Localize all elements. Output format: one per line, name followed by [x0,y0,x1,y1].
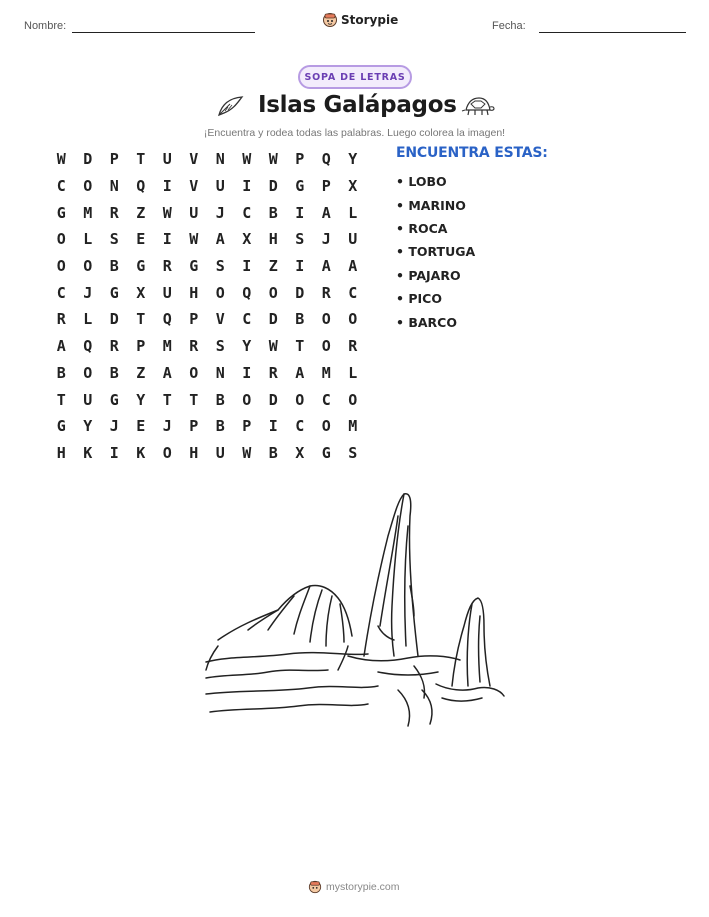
grid-letter[interactable]: J [83,283,93,302]
grid-letter[interactable]: Z [268,257,278,276]
grid-letter[interactable]: O [242,390,252,409]
grid-letter[interactable]: T [136,310,146,329]
word-list-item: • PICO [396,291,442,307]
grid-letter[interactable]: W [189,230,199,249]
grid-letter[interactable]: W [268,150,278,169]
grid-letter[interactable]: R [348,337,358,356]
name-label: Nombre: [24,20,67,32]
grid-letter[interactable]: Y [83,417,93,436]
grid-letter[interactable]: P [109,150,119,169]
word-list-item: • ROCA [396,220,448,236]
grid-letter[interactable]: B [295,310,305,329]
grid-letter[interactable]: J [109,417,119,436]
grid-letter[interactable]: U [348,230,358,249]
grid-letter[interactable]: T [189,390,199,409]
grid-letter[interactable]: V [215,310,225,329]
grid-letter[interactable]: G [189,257,199,276]
grid-letter[interactable]: M [162,337,172,356]
grid-letter[interactable]: G [321,443,331,462]
grid-letter[interactable]: O [162,443,172,462]
grid-letter[interactable]: N [215,363,225,382]
grid-letter[interactable]: Q [321,150,331,169]
grid-letter[interactable]: N [109,177,119,196]
grid-letter[interactable]: D [295,283,305,302]
grid-letter[interactable]: B [268,443,278,462]
grid-letter[interactable]: Q [83,337,93,356]
word-list-item: • PAJARO [396,267,461,283]
grid-letter[interactable]: W [242,150,252,169]
grid-letter[interactable]: G [109,283,119,302]
grid-letter[interactable]: G [295,177,305,196]
grid-letter[interactable]: J [321,230,331,249]
grid-letter[interactable]: D [109,310,119,329]
grid-letter[interactable]: Q [136,177,146,196]
grid-letter[interactable]: O [215,283,225,302]
word-list [396,170,475,334]
grid-letter[interactable]: W [268,337,278,356]
grid-letter[interactable]: I [268,417,278,436]
brand-logo [322,12,398,28]
grid-letter[interactable]: B [215,417,225,436]
grid-letter[interactable]: H [56,443,66,462]
grid-letter[interactable]: O [56,230,66,249]
grid-letter[interactable]: N [215,150,225,169]
grid-letter[interactable]: P [321,177,331,196]
grid-letter[interactable]: X [295,443,305,462]
grid-letter[interactable]: U [83,390,93,409]
grid-letter[interactable]: P [136,337,146,356]
grid-letter[interactable]: O [321,310,331,329]
grid-letter[interactable]: G [56,203,66,222]
date-line [539,32,686,33]
grid-letter[interactable]: M [348,417,358,436]
grid-letter[interactable]: O [83,177,93,196]
grid-letter[interactable]: Q [162,310,172,329]
name-line [72,32,255,33]
grid-letter[interactable]: R [162,257,172,276]
grid-letter[interactable]: W [162,203,172,222]
word-list-title: ENCUENTRA ESTAS: [396,145,548,161]
grid-letter[interactable]: D [268,390,278,409]
grid-letter[interactable]: V [189,150,199,169]
grid-letter[interactable]: J [215,203,225,222]
grid-letter[interactable]: P [189,417,199,436]
page-title: Islas Galápagos [258,92,457,118]
grid-letter[interactable]: I [242,363,252,382]
storypie-mascot-icon [308,880,322,894]
grid-letter[interactable]: R [56,310,66,329]
grid-letter[interactable]: A [215,230,225,249]
grid-letter[interactable]: D [268,177,278,196]
grid-letter[interactable]: B [109,363,119,382]
grid-letter[interactable]: T [162,390,172,409]
grid-letter[interactable]: C [56,283,66,302]
activity-badge: SOPA DE LETRAS [298,65,412,89]
grid-letter[interactable]: O [321,417,331,436]
grid-letter[interactable]: A [162,363,172,382]
grid-letter[interactable]: A [321,257,331,276]
footer-url: mystorypie.com [326,881,400,893]
footer [308,880,400,894]
grid-letter[interactable]: A [321,203,331,222]
grid-letter[interactable]: R [268,363,278,382]
grid-letter[interactable]: U [189,203,199,222]
grid-letter[interactable]: C [295,417,305,436]
instructions-text: ¡Encuentra y rodea todas las palabras. Luego colorea la imagen! [203,127,506,139]
grid-letter[interactable]: R [321,283,331,302]
grid-letter[interactable]: P [242,417,252,436]
grid-letter[interactable]: C [242,203,252,222]
grid-letter[interactable]: Z [136,363,146,382]
grid-letter[interactable]: R [109,337,119,356]
grid-letter[interactable]: O [321,337,331,356]
grid-letter[interactable]: V [189,177,199,196]
grid-letter[interactable]: S [215,337,225,356]
grid-letter[interactable]: D [83,150,93,169]
grid-letter[interactable]: J [162,417,172,436]
grid-letter[interactable]: T [56,390,66,409]
grid-letter[interactable]: P [189,310,199,329]
grid-letter[interactable]: O [268,283,278,302]
grid-letter[interactable]: H [268,230,278,249]
grid-letter[interactable]: X [242,230,252,249]
grid-letter[interactable]: O [83,363,93,382]
word-list-item: • TORTUGA [396,244,476,260]
grid-letter[interactable]: O [295,390,305,409]
grid-letter[interactable]: C [321,390,331,409]
grid-letter[interactable]: Y [348,150,358,169]
grid-letter[interactable]: L [83,230,93,249]
grid-letter[interactable]: S [215,257,225,276]
grid-letter[interactable]: T [136,150,146,169]
grid-letter[interactable]: I [242,177,252,196]
grid-letter[interactable]: L [348,203,358,222]
grid-letter[interactable]: H [189,443,199,462]
grid-letter[interactable]: O [83,257,93,276]
grid-letter[interactable]: H [189,283,199,302]
grid-letter[interactable]: C [242,310,252,329]
grid-letter[interactable]: I [295,257,305,276]
grid-letter[interactable]: S [348,443,358,462]
grid-letter[interactable]: X [136,283,146,302]
grid-letter[interactable]: O [189,363,199,382]
grid-letter[interactable]: I [162,177,172,196]
storypie-mascot-icon [322,12,338,28]
grid-letter[interactable]: G [56,417,66,436]
grid-letter[interactable]: E [136,417,146,436]
grid-letter[interactable]: O [348,310,358,329]
word-list-item: • LOBO [396,174,447,190]
grid-letter[interactable]: M [83,203,93,222]
grid-letter[interactable]: G [109,390,119,409]
grid-letter[interactable]: Z [136,203,146,222]
grid-letter[interactable]: I [242,257,252,276]
grid-letter[interactable]: S [295,230,305,249]
grid-letter[interactable]: U [162,150,172,169]
grid-letter[interactable]: Q [242,283,252,302]
grid-letter[interactable]: G [136,257,146,276]
grid-letter[interactable]: I [162,230,172,249]
grid-letter[interactable]: M [321,363,331,382]
grid-letter[interactable]: A [295,363,305,382]
grid-letter[interactable]: K [136,443,146,462]
grid-letter[interactable]: L [348,363,358,382]
grid-letter[interactable]: B [268,203,278,222]
grid-letter[interactable]: O [56,257,66,276]
word-list-item: • MARINO [396,197,466,213]
grid-letter[interactable]: Y [242,337,252,356]
grid-letter[interactable]: A [348,257,358,276]
word-search-grid [48,146,366,466]
galapagos-rocks-illustration [198,486,508,748]
grid-letter[interactable]: R [189,337,199,356]
grid-letter[interactable]: C [348,283,358,302]
grid-letter[interactable]: A [56,337,66,356]
grid-letter[interactable]: U [215,443,225,462]
grid-letter[interactable]: C [56,177,66,196]
grid-letter[interactable]: K [83,443,93,462]
grid-letter[interactable]: X [348,177,358,196]
grid-letter[interactable]: I [109,443,119,462]
word-list-item: • BARCO [396,314,457,330]
grid-letter[interactable]: B [215,390,225,409]
grid-letter[interactable]: B [56,363,66,382]
date-label: Fecha: [492,20,526,32]
turtle-icon [461,94,495,118]
grid-letter[interactable]: W [242,443,252,462]
grid-letter[interactable]: O [348,390,358,409]
grid-letter[interactable]: U [162,283,172,302]
brand-name: Storypie [341,13,399,27]
grid-letter[interactable]: Y [136,390,146,409]
grid-letter[interactable]: P [295,150,305,169]
grid-letter[interactable]: U [215,177,225,196]
grid-letter[interactable]: W [56,150,66,169]
grid-letter[interactable]: S [109,230,119,249]
grid-letter[interactable]: E [136,230,146,249]
feather-icon [216,94,244,118]
grid-letter[interactable]: B [109,257,119,276]
grid-letter[interactable]: D [268,310,278,329]
grid-letter[interactable]: T [295,337,305,356]
grid-letter[interactable]: I [295,203,305,222]
grid-letter[interactable]: R [109,203,119,222]
grid-letter[interactable]: L [83,310,93,329]
